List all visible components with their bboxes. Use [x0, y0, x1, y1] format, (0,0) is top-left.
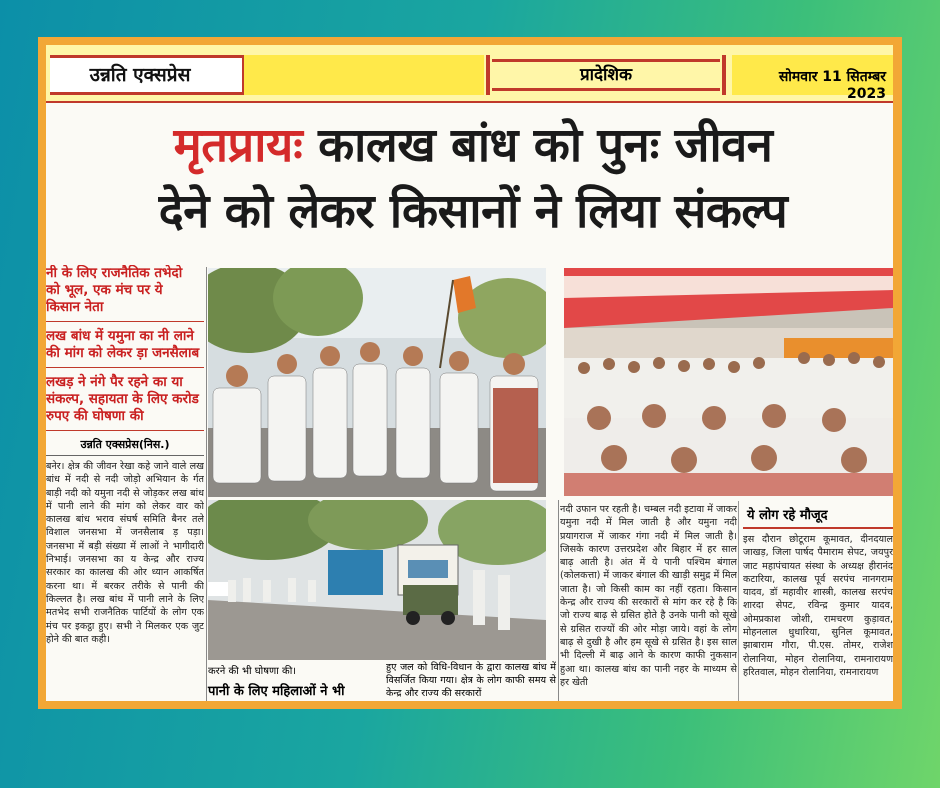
- main-headline: [58, 113, 888, 245]
- issue-date: सोमवार 11 सितम्बर 2023: [778, 69, 886, 102]
- attendees-heading: ये लोग रहे मौजूद: [743, 501, 893, 529]
- headline-line2: देने को लेकर किसानों ने लिया संकल्प: [158, 184, 788, 239]
- left-column: [46, 265, 204, 701]
- article-body-left: बनेर। क्षेत्र की जीवन रेखा कहे जाने वाले लख बांध में नदी से नदी जोड़ो अभियान के र्गत बाड़ी नदी को यमुना नदी से जोड़कर लख बांध में पानी लाने की मांग को लेकर वार को कालख बांध भराव संघर्ष समिति बैनर तले विशाल जनसभा में जनसैलाब ड़ पड़ा। जनसभा में बड़ी संख्या में लाओं ने भागीदारी निभाई। जनसभा का य केन्द्र और राज्य सरकार का कालख की ओर ध्यान आकर्षित करना था। में बरकर तरीके से पानी की किल्लत है। लख बांध में पानी लाने के लिए मतभेद सभी राजनैतिक पार्टियों के लोग एक मंच पर इकट्ठा हुए। सभी ने मिलकर एक जुट होने की बात कही।: [46, 461, 204, 645]
- subheading-women: पानी के लिए महिलाओं ने भी: [208, 684, 345, 699]
- article-text-bottom: हुए जल को विधि-विधान के द्वारा कालख बांध में विसर्जित किया गया। क्षेत्र के लोग काफी समय से केन्द्र और राज्य की सरकारों: [386, 662, 556, 699]
- masthead-strip: [244, 55, 484, 95]
- newspaper-name: उन्नति एक्सप्रेस: [89, 64, 191, 86]
- headline-line1: कालख बांध को पुनः जीवन: [302, 118, 773, 173]
- section-name: प्रादेशिक: [579, 65, 633, 85]
- orange-frame: [38, 37, 902, 709]
- photo-caption: करने की भी घोषणा की।: [208, 666, 297, 677]
- headline-red-part: मृतप्रायः: [173, 118, 303, 173]
- photo-road-rally: [208, 500, 546, 660]
- masthead: [46, 45, 893, 103]
- highlight-2: लख बांध में यमुना का नी लाने की मांग को लेकर ड़ा जनसैलाब: [46, 328, 204, 368]
- newspaper-page: [46, 45, 893, 701]
- photo-gathering: [564, 268, 893, 496]
- photo-procession: [208, 268, 546, 497]
- attendees-column: [738, 501, 893, 701]
- highlight-1: नी के लिए राजनैतिक तभेदो को भूल, एक मंच पर ये किसान नेता: [46, 265, 204, 322]
- article-body-middle: नदी उफान पर रहती है। चम्बल नदी इटावा में जाकर यमुना नदी में मिल जाती है और यमुना नदी प्रयागराज में जाकर गंगा नदी में मिल जाती है। जिसके कारण उत्तरप्रदेश और बिहार में हर साल बाढ़ आती है। अंत में ये पानी पश्चिम बंगाल (कोलकत्ता) में जाकर बंगाल की खाड़ी समुद्र में मिल जाता है। जो किसी काम का नहीं रहता। किसान केन्द्र और राज्य की सरकारों से मांग कर रहे है कि जो राज्य बाढ़ से ग्रसित होते है उनके पानी को सूखे से ग्रसित राज्यों की ओर मोड़ा जाये। वहां के लोग बाढ़ से दुखी है और हम सूखे से ग्रसित है। इस साल भी दिल्ली में बाढ़ आने के कारण काफी नुकसान हुआ था। कालख बांध का पानी नहर के माध्यम से हर खेती: [560, 504, 737, 688]
- byline: उन्नति एक्सप्रेस(निस.): [46, 437, 204, 456]
- attendees-list: इस दौरान छोटूराम कूमावत, दीनदयाल जाखड़, जिला पार्षद पैमाराम सेपट, जयपुर जाट महापंचायत संस्था के अध्यक्ष हीरानंद कटारिया, कालख पूर्व सरपंच नानगराम यादव, डॉ महावीर शास्त्री, कालख सरपंच शारदा सेपट, रविन्द्र कुमार यादव, ओमप्रकाश जोशी, रामचरण कुड़ावत, मोहनलाल धुधारिया, सुनिल कूमावत, झाबाराम गौरा, पी.एस. तोमर, राजेश रोलानिया, मोहन रोलानिया, रामनारायण हरितवाल, मोहन रोलानिया, रामनारायण: [743, 534, 893, 678]
- highlight-3: लखड़ ने नंगे पैर रहने का या संकल्प, सहायता के लिए करोड रुपए की घोषणा की: [46, 374, 204, 431]
- column-divider: [558, 500, 559, 701]
- column-divider: [206, 267, 207, 701]
